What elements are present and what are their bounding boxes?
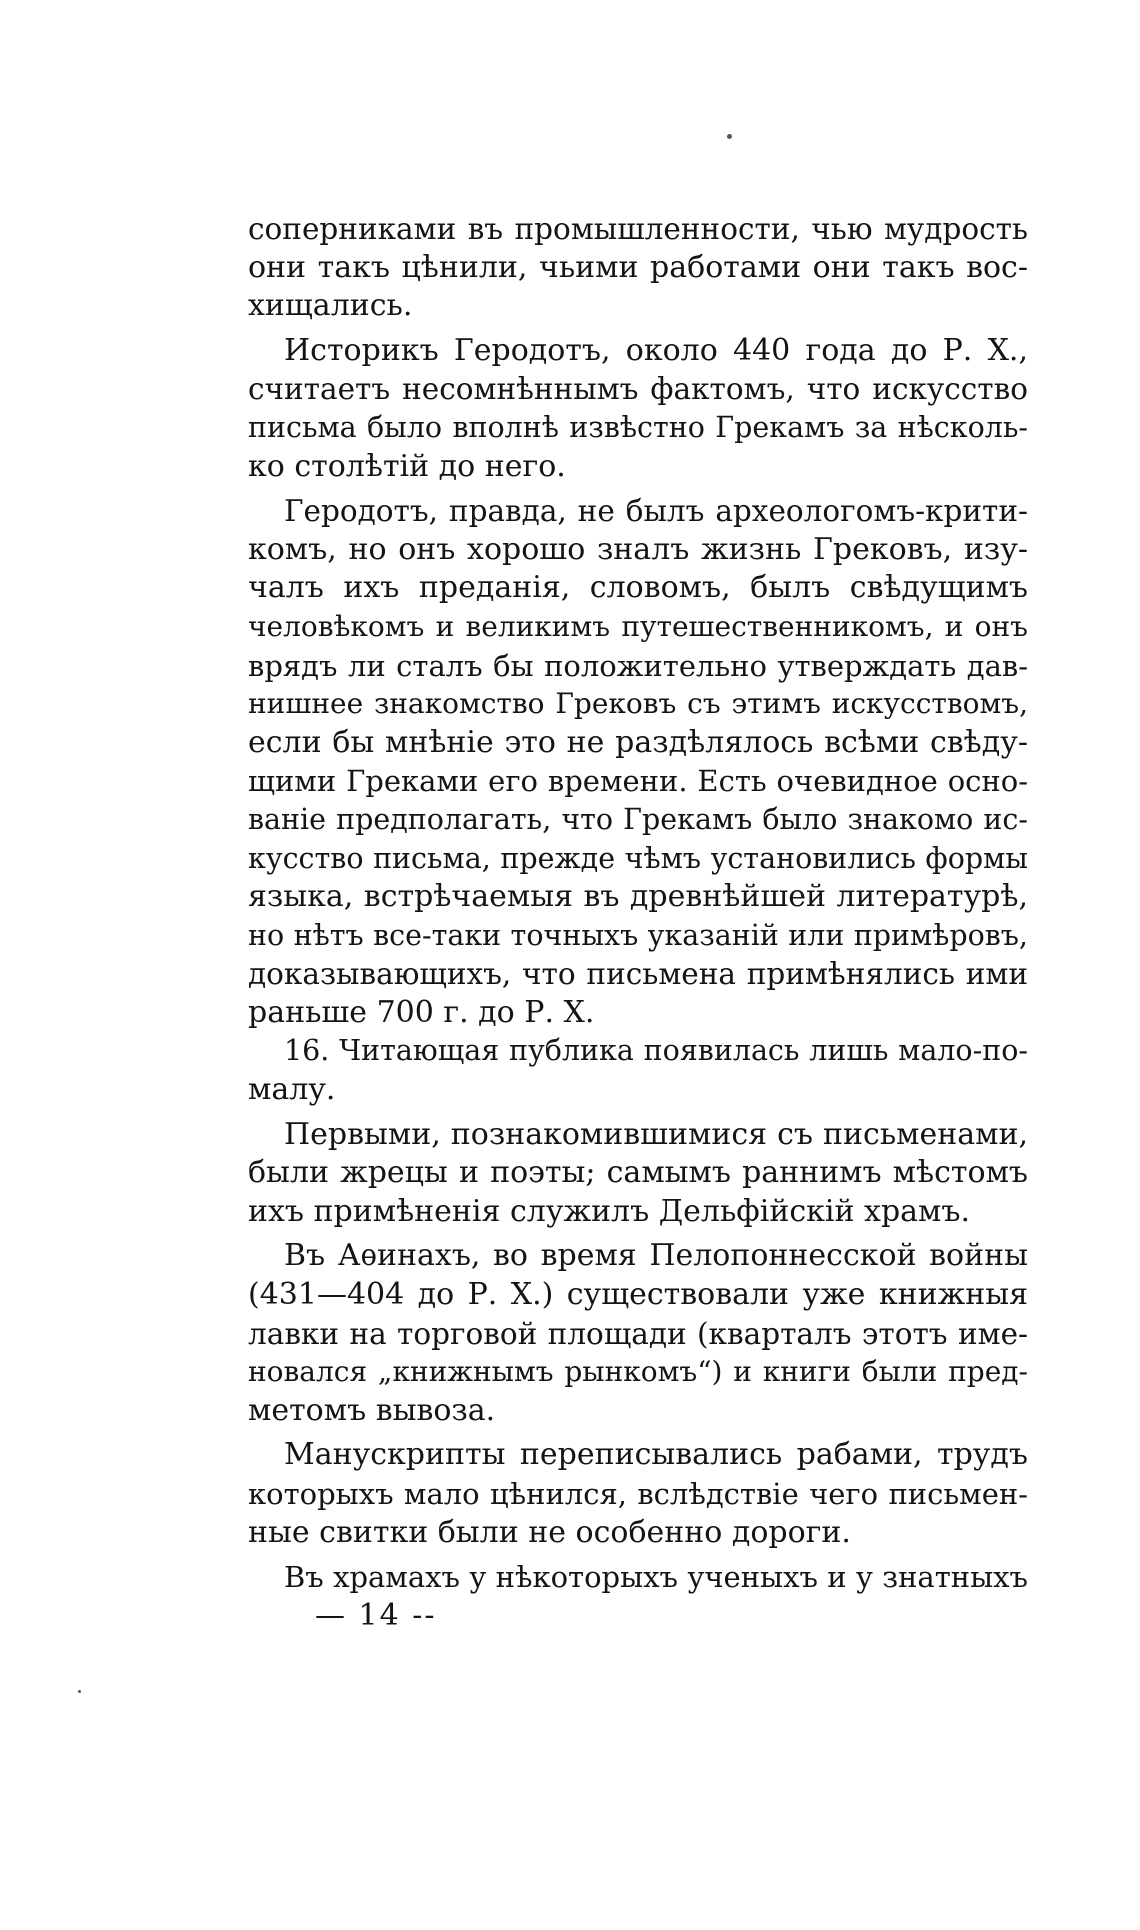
text-line: доказывающихъ, что письмена примѣнялись ими — [248, 957, 1028, 992]
text-line: они такъ цѣнили, чьими работами они такъ вос- — [248, 249, 1028, 285]
text-line: были жрецы и поэты; самымъ раннимъ мѣстомъ — [248, 1155, 1028, 1191]
text-line: Манускрипты переписывались рабами, трудъ — [284, 1437, 1028, 1473]
text-line: Первыми, познакомившимися съ письменами, — [284, 1116, 1028, 1152]
text-line: Геродотъ, правда, не былъ археологомъ-крити- — [284, 494, 1028, 529]
text-line: человѣкомъ и великимъ путешественникомъ, и онъ — [248, 609, 1028, 643]
text-line: соперниками въ промышленности, чью мудрость — [248, 212, 1028, 246]
text-line: (431—404 до Р. Х.) существовали уже книжныя — [248, 1277, 1028, 1313]
paragraph — [248, 1116, 1028, 1232]
text-line: врядъ ли сталъ бы положительно утверждать дав- — [248, 648, 1028, 683]
paragraph — [248, 332, 1028, 486]
text-line: ваніе предполагать, что Грекамъ было знакомо ис- — [248, 802, 1028, 836]
text-line: ные свитки были не особенно дороги. — [248, 1514, 851, 1550]
text-line: хищались. — [248, 288, 413, 324]
print-speck — [78, 1690, 81, 1693]
text-line: ко столѣтій до него. — [248, 448, 566, 484]
paragraph — [248, 1436, 1028, 1552]
text-line: Историкъ Геродотъ, около 440 года до Р. Х., — [284, 332, 1028, 368]
text-line: если бы мнѣніе это не раздѣлялось всѣми свѣду- — [248, 724, 1028, 760]
text-line: нишнее знакомство Грековъ съ этимъ искусствомъ, — [248, 687, 1028, 721]
text-line: новался „книжнымъ рынкомъ“) и книги были пред- — [248, 1355, 1028, 1389]
text-line: Въ храмахъ у нѣкоторыхъ ученыхъ и у знатныхъ — [284, 1560, 1028, 1595]
text-line: Въ Аѳинахъ, во время Пелопоннесской войны — [284, 1238, 1028, 1274]
body-text — [248, 210, 1028, 1597]
paragraph — [248, 1558, 1028, 1597]
paragraph — [248, 1032, 1028, 1109]
text-line: ихъ примѣненія служилъ Дельфійскій храмъ. — [248, 1193, 970, 1229]
text-line: малу. — [248, 1072, 336, 1108]
print-speck — [727, 134, 732, 139]
text-line: считаетъ несомнѣннымъ фактомъ, что искусство — [248, 372, 1028, 407]
text-line: кусство письма, прежде чѣмъ установились формы — [248, 841, 1028, 875]
paragraph — [248, 1237, 1028, 1430]
text-line: лавки на торговой площади (кварталъ этотъ име- — [248, 1316, 1028, 1351]
text-line: которыхъ мало цѣнился, вслѣдствіе чего письмен- — [248, 1477, 1028, 1511]
text-line: метомъ вывоза. — [248, 1392, 496, 1428]
text-line: чалъ ихъ преданія, словомъ, былъ свѣдущимъ — [248, 570, 1028, 606]
paragraph — [248, 210, 1028, 326]
text-line: письма было вполнѣ извѣстно Грекамъ за нѣсколь- — [248, 410, 1028, 444]
text-line: раньше 700 г. до Р. Х. — [248, 994, 595, 1030]
section-heading-line: 16. Читающая публика появилась лишь мало-по- — [284, 1034, 1028, 1068]
text-line: щими Греками его времени. Есть очевидное осно- — [248, 764, 1028, 799]
paragraph — [248, 492, 1028, 1032]
page-number: — 14 -- — [315, 1598, 437, 1633]
text-line: языка, встрѣчаемыя въ древнѣйшей литературѣ, — [248, 879, 1028, 915]
text-line: комъ, но онъ хорошо зналъ жизнь Грековъ, изу- — [248, 531, 1028, 567]
text-line: но нѣтъ все-таки точныхъ указаній или примѣровъ, — [248, 918, 1028, 952]
